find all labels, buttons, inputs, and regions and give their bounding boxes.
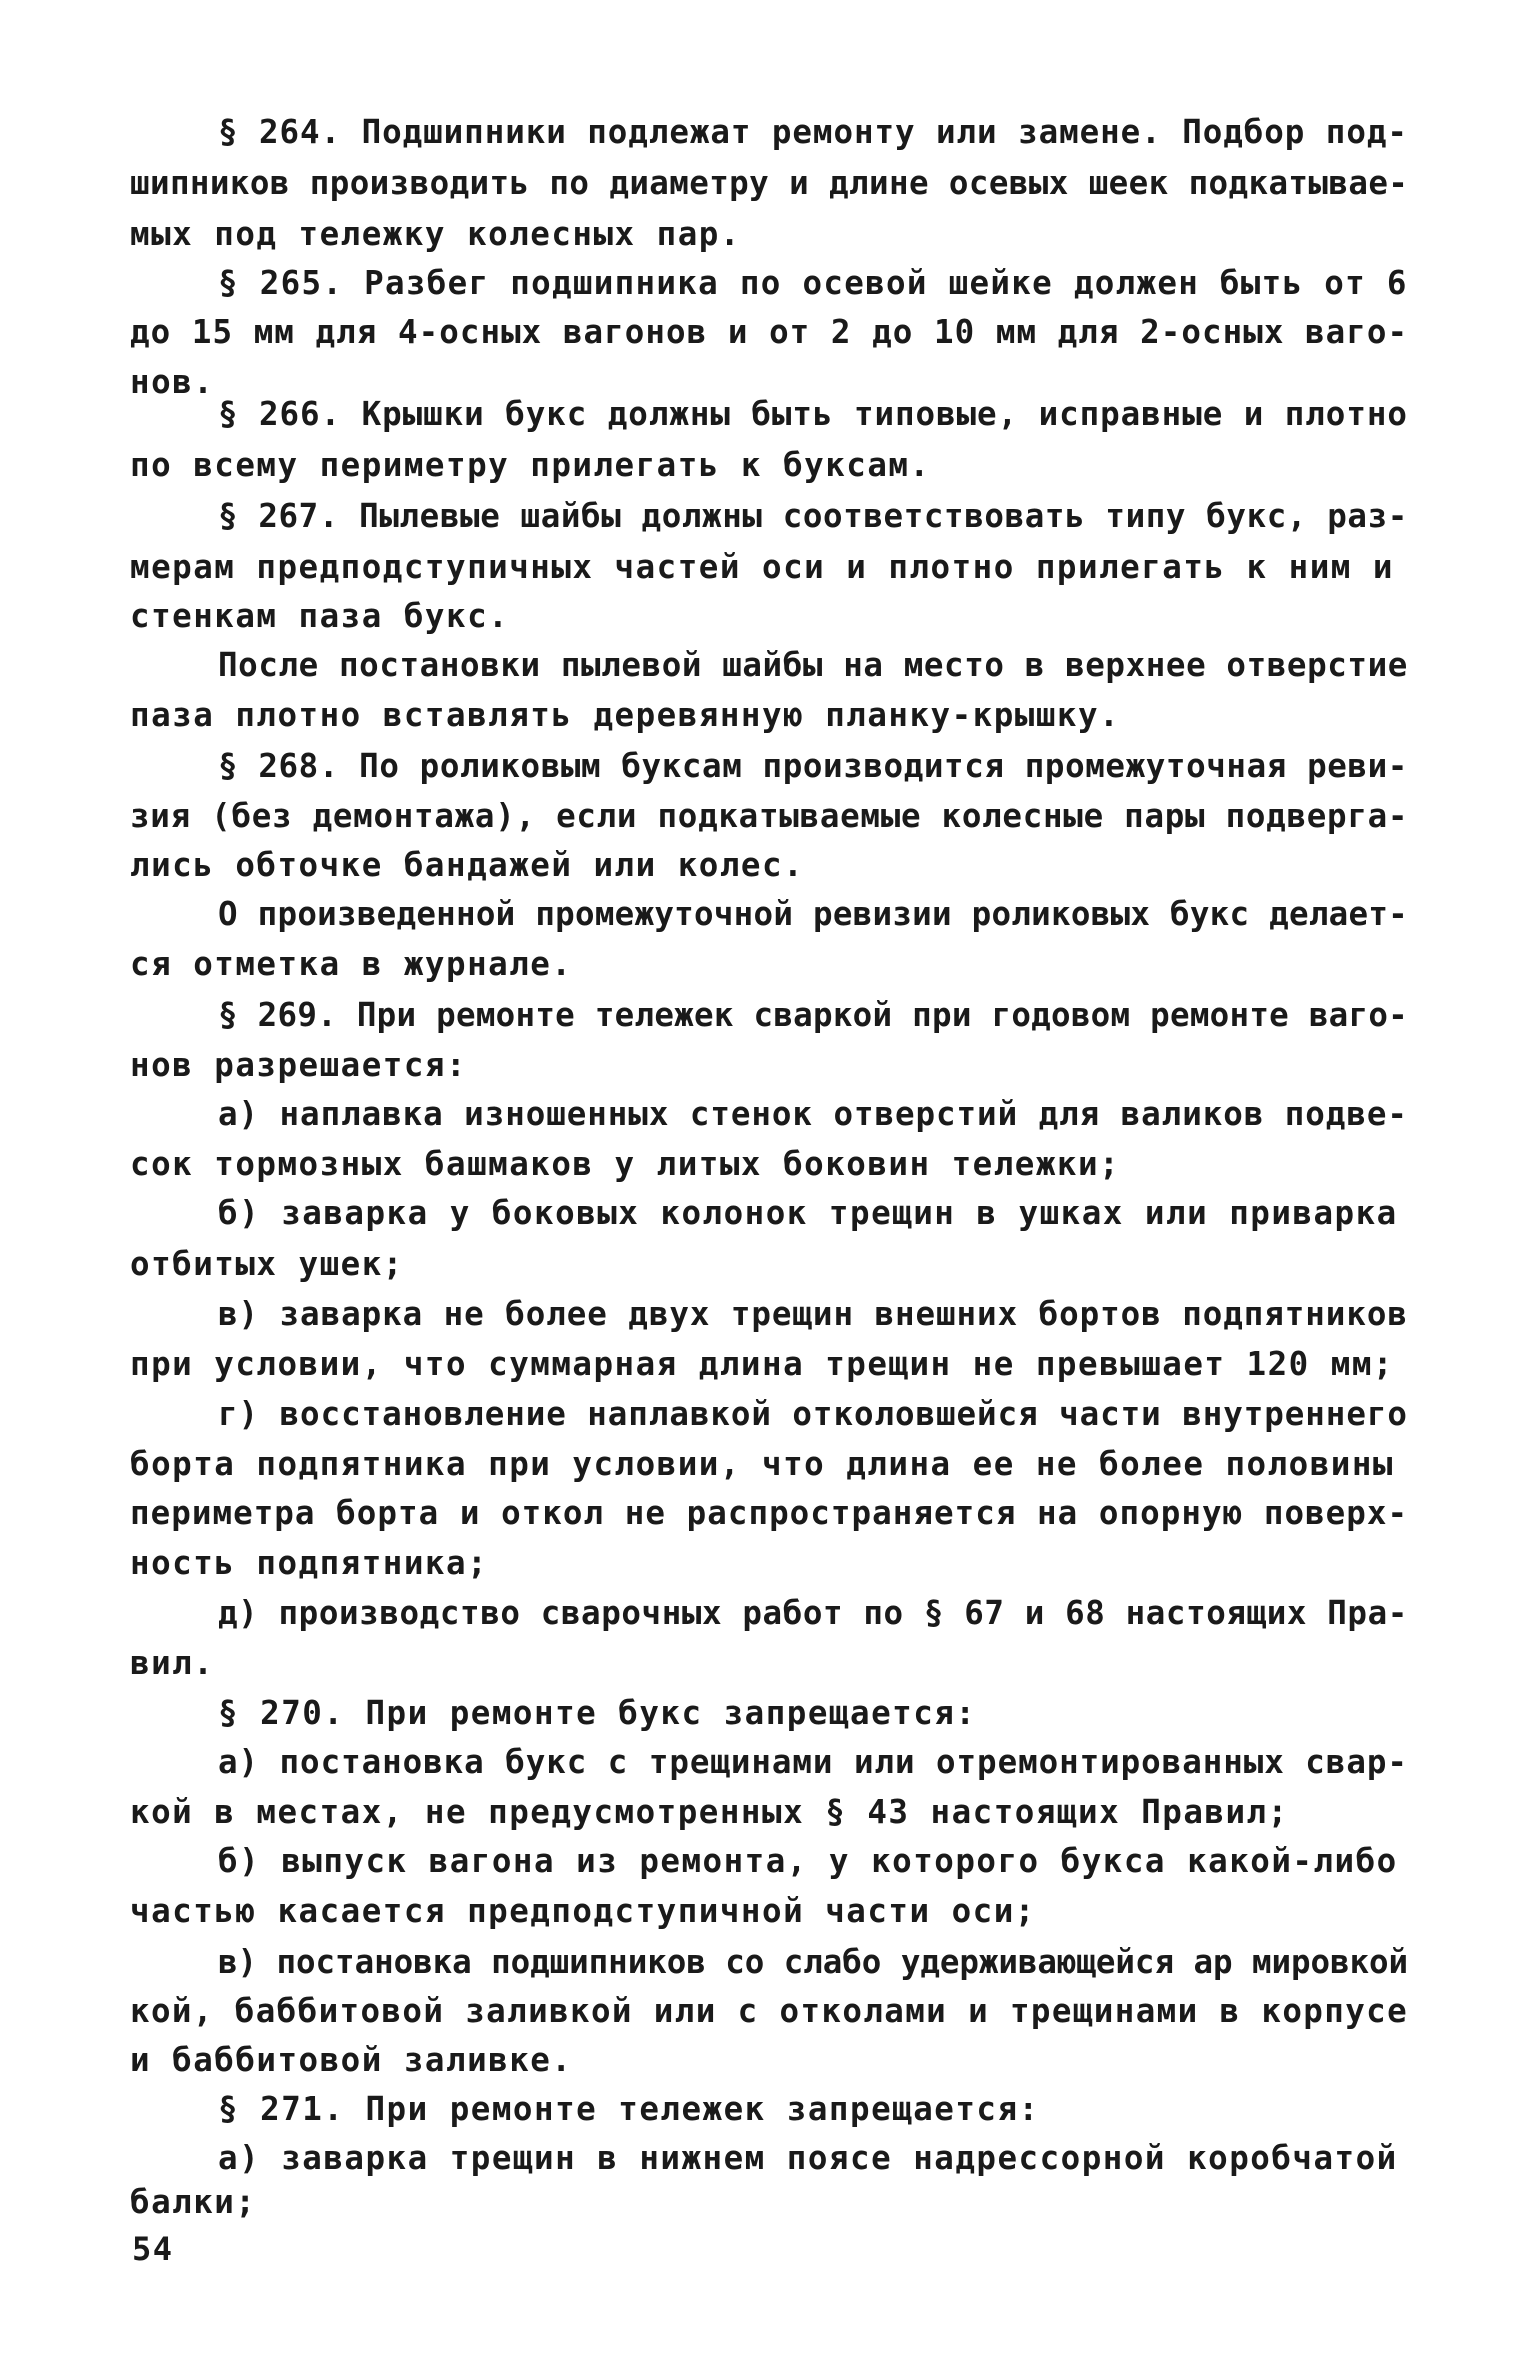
text-line: § 268. По роликовым буксам производится промежуточная реви- bbox=[218, 747, 1408, 785]
text-line: После постановки пылевой шайбы на место в верхнее отверстие bbox=[218, 646, 1408, 684]
text-line: паза плотно вставлять деревянную планку-крышку. bbox=[130, 696, 1121, 734]
text-line: борта подпятника при условии, что длина ее не более половины bbox=[130, 1445, 1394, 1483]
text-line: г) восстановление наплавкой отколовшейся части внутреннего bbox=[218, 1395, 1408, 1433]
text-line: б) выпуск вагона из ремонта, у которого букса какой-либо bbox=[218, 1842, 1398, 1880]
text-line: нов. bbox=[130, 363, 215, 401]
text-line: а) наплавка изношенных стенок отверстий для валиков подве- bbox=[218, 1095, 1408, 1133]
text-line: нов разрешается: bbox=[130, 1046, 468, 1084]
text-line: кой, баббитовой заливкой или с отколами и трещинами в корпусе bbox=[130, 1992, 1409, 2030]
text-line: сок тормозных башмаков у литых боковин тележки; bbox=[130, 1145, 1121, 1183]
text-line: до 15 мм для 4-осных вагонов и от 2 до 10 мм для 2-осных ваго- bbox=[130, 313, 1409, 351]
text-line: ся отметка в журнале. bbox=[130, 945, 573, 983]
text-line: § 269. При ремонте тележек сваркой при годовом ремонте ваго- bbox=[218, 996, 1408, 1034]
text-line: а) постановка букс с трещинами или отремонтированных свар- bbox=[218, 1743, 1408, 1781]
text-line: § 270. При ремонте букс запрещается: bbox=[218, 1694, 977, 1732]
text-line: периметра борта и откол не распространяется на опорную поверх- bbox=[130, 1494, 1409, 1532]
text-line: вил. bbox=[130, 1644, 215, 1682]
text-line: при условии, что суммарная длина трещин не превышает 120 мм; bbox=[130, 1345, 1394, 1383]
text-line: лись обточке бандажей или колес. bbox=[130, 846, 805, 884]
text-line: балки; bbox=[130, 2183, 257, 2221]
text-line: О произведенной промежуточной ревизии роликовых букс делает- bbox=[218, 895, 1408, 933]
text-line: по всему периметру прилегать к буксам. bbox=[130, 446, 931, 484]
text-line: § 264. Подшипники подлежат ремонту или замене. Подбор под- bbox=[218, 113, 1408, 151]
text-line: и баббитовой заливке. bbox=[130, 2041, 573, 2079]
text-line: § 266. Крышки букс должны быть типовые, исправные и плотно bbox=[218, 395, 1408, 433]
text-line: в) постановка подшипников со слабо удерживающейся ар мировкой bbox=[218, 1943, 1409, 1981]
text-line: § 271. При ремонте тележек запрещается: bbox=[218, 2090, 1040, 2128]
text-line: зия (без демонтажа), если подкатываемые колесные пары подверга- bbox=[130, 797, 1409, 835]
text-line: а) заварка трещин в нижнем поясе надрессорной коробчатой bbox=[218, 2139, 1398, 2177]
text-line: частью касается предподступичной части оси; bbox=[130, 1892, 1036, 1930]
text-line: д) производство сварочных работ по § 67 и 68 настоящих Пра- bbox=[218, 1594, 1408, 1632]
text-line: стенкам паза букс. bbox=[130, 597, 510, 635]
text-line: в) заварка не более двух трещин внешних бортов подпятников bbox=[218, 1295, 1408, 1333]
page-number: 54 bbox=[132, 2230, 174, 2268]
text-line: шипников производить по диаметру и длине осевых шеек подкатывае- bbox=[130, 164, 1409, 202]
text-line: кой в местах, не предусмотренных § 43 настоящих Правил; bbox=[130, 1793, 1289, 1831]
text-line: б) заварка у боковых колонок трещин в ушках или приварка bbox=[218, 1194, 1398, 1232]
text-line: мых под тележку колесных пар. bbox=[130, 215, 741, 253]
text-line: мерам предподступичных частей оси и плотно прилегать к ним и bbox=[130, 548, 1394, 586]
text-line: ность подпятника; bbox=[130, 1544, 489, 1582]
text-line: отбитых ушек; bbox=[130, 1245, 404, 1283]
text-line: § 267. Пылевые шайбы должны соответствовать типу букс, раз- bbox=[218, 497, 1408, 535]
text-line: § 265. Разбег подшипника по осевой шейке должен быть от 6 bbox=[218, 264, 1408, 302]
